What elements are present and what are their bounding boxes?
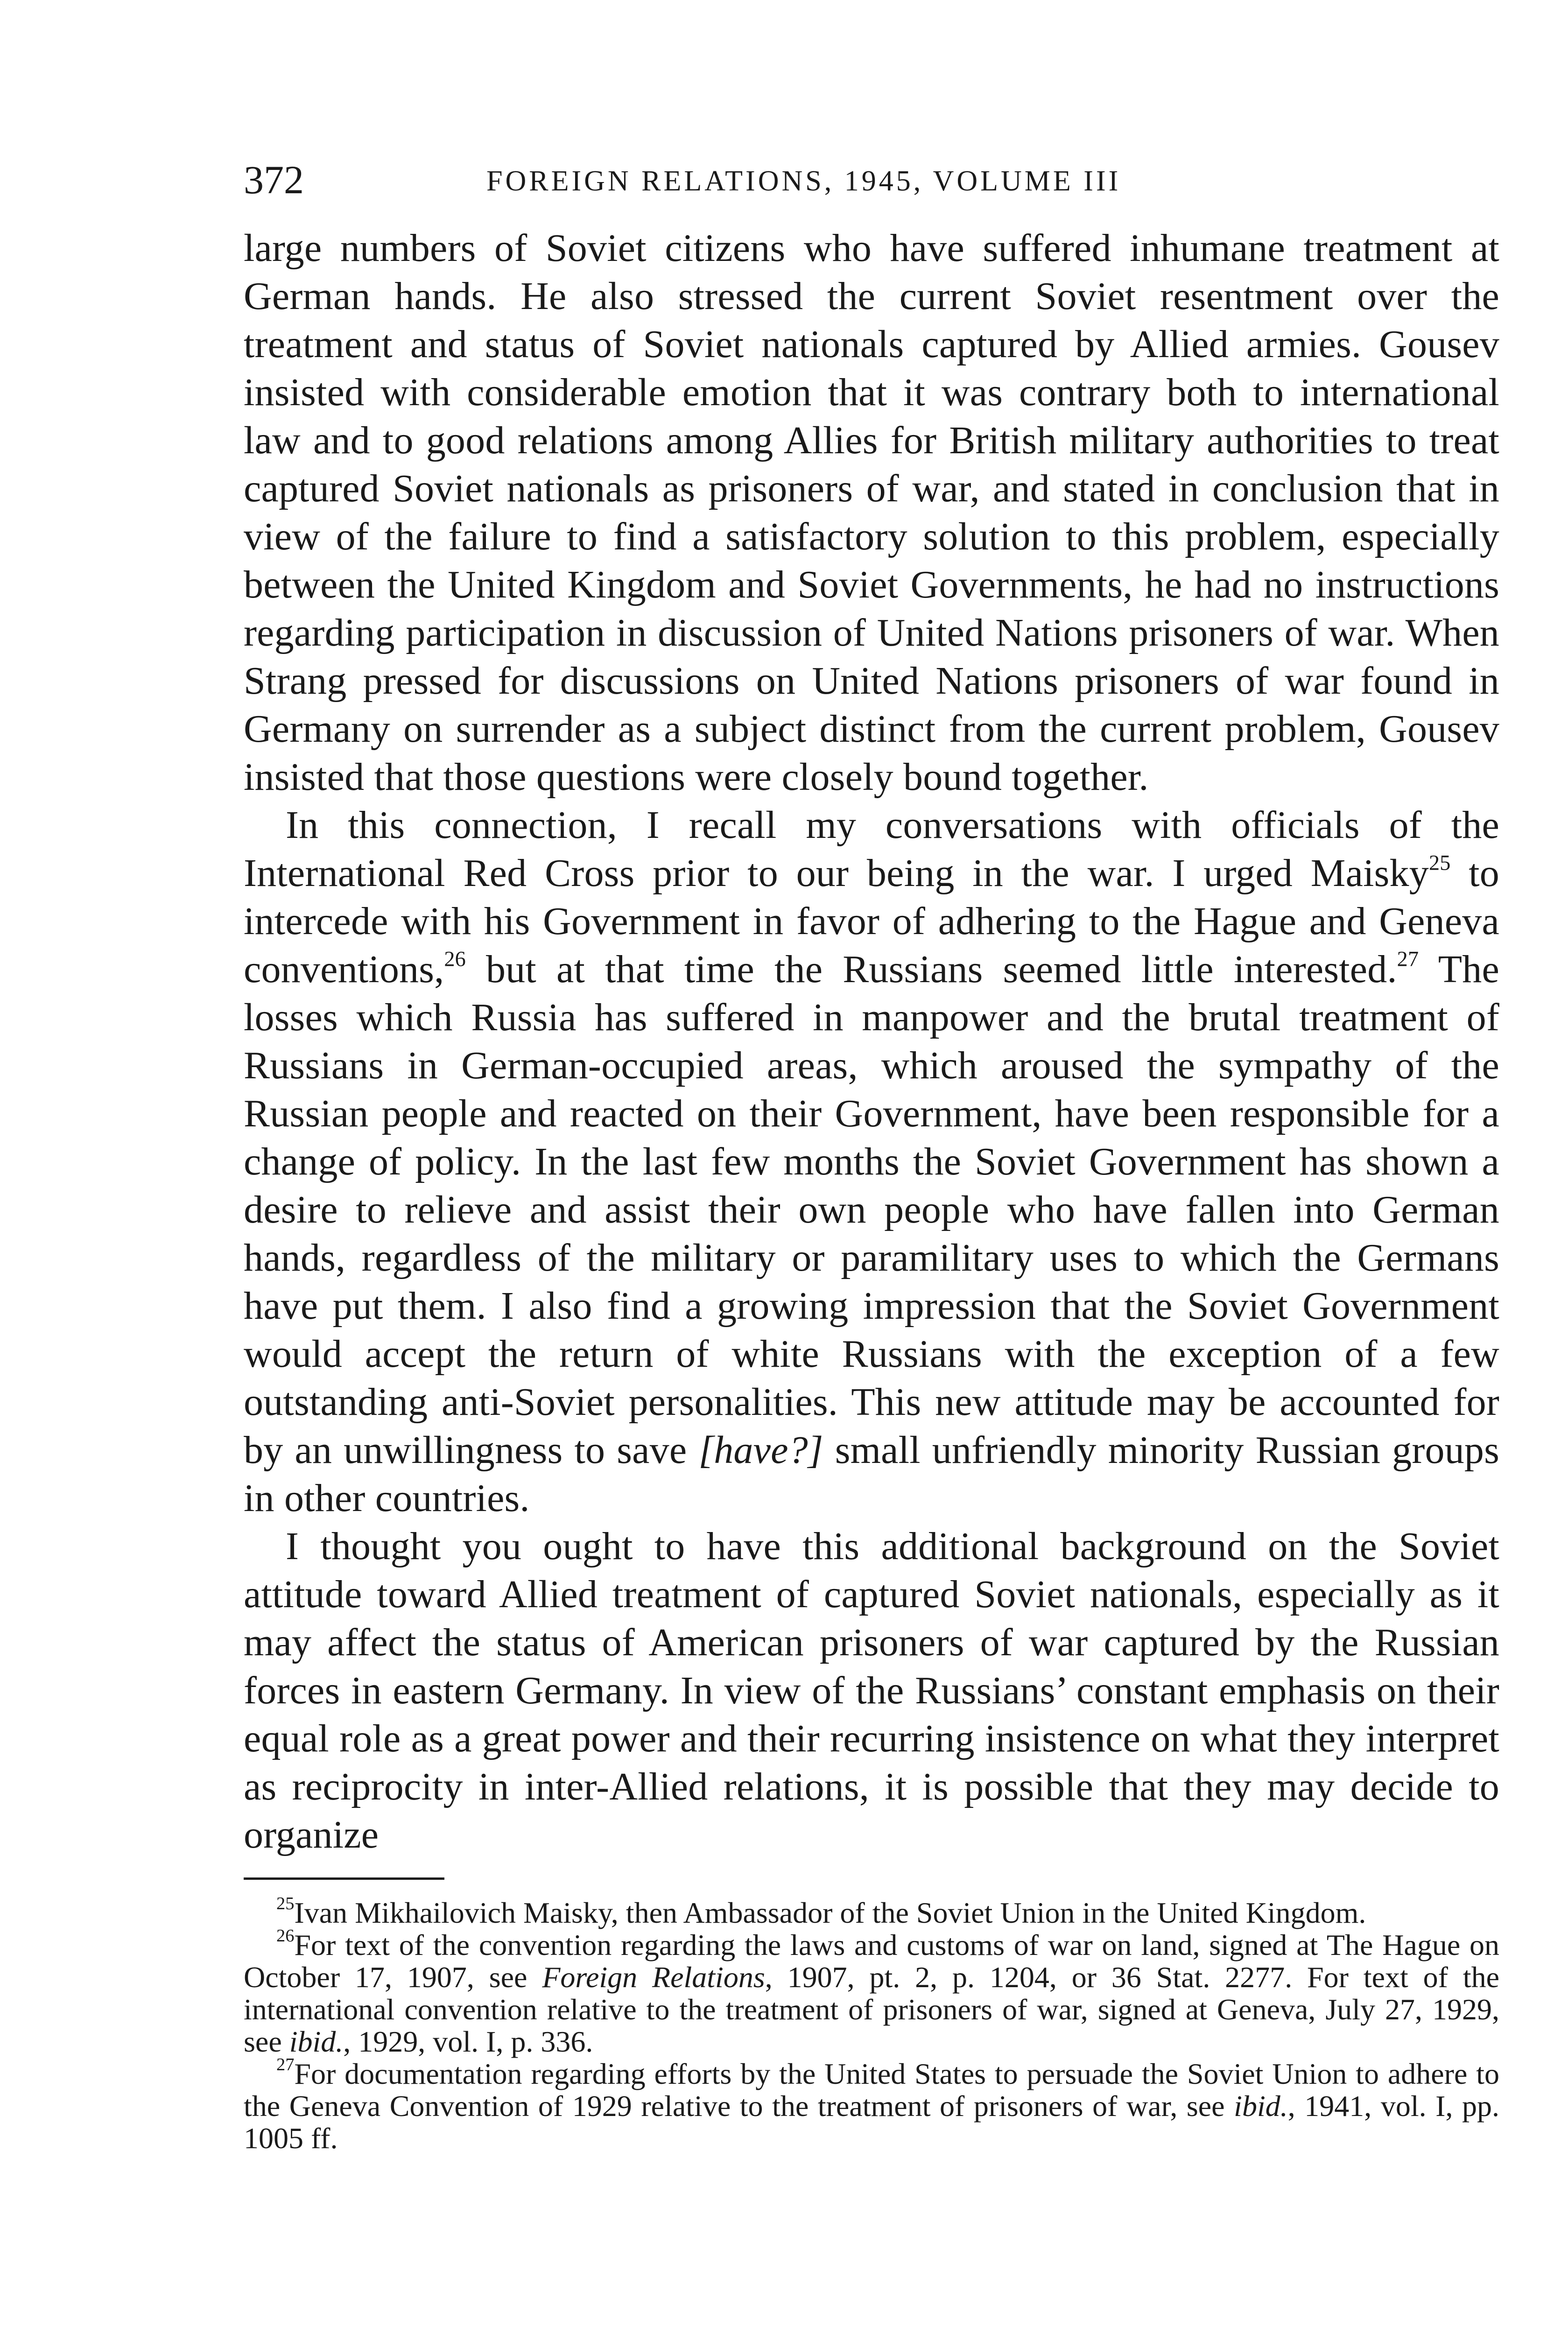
footnote-25 <box>244 1894 1499 1929</box>
page-number: 372 <box>244 157 304 202</box>
footnote-marker-26: 26 <box>276 1926 295 1946</box>
footnote-27-text-b: , 1941, vol. I, pp. 1005 ff. <box>244 2089 1500 2155</box>
footnote-divider <box>244 1877 444 1880</box>
footnote-27 <box>244 2055 1500 2155</box>
paragraph-2 <box>244 801 1499 1522</box>
footnote-25-text: Ivan Mikhailovich Maisky, then Ambassador of the Soviet Union in the United Kingdom. <box>294 1896 1366 1929</box>
footnote-marker-27: 27 <box>276 2055 295 2075</box>
footnote-26-text-b: , 1907, pt. 2, p. 1204, or 36 Stat. 2277. For text of the international convention relative to the treatment of prisoners of war, signed at Geneva, July 27, 1929, see <box>244 1961 1500 2058</box>
editorial-bracket-note: [have?] <box>698 1428 823 1472</box>
paragraph-2-text-d: The losses which Russia has suffered in manpower and the brutal treatment of Russians in German-occupied areas, which aroused the sympathy of the Russian people and reacted on their Government, have been responsible for a change of policy. In the last few months the Soviet Government has shown a desire to relieve and assist their own people who have fallen into German hands, regardless of the military or paramilitary uses to which the Germans have put them. I also find a growing impression that the Soviet Government would accept the return of white Russians with the exception of a few outstanding anti-Soviet personalities. This new attitude may be accounted for by an unwillingness to save <box>244 948 1499 1472</box>
footnote-ref-26[interactable]: 26 <box>444 947 466 971</box>
footnote-ref-25[interactable]: 25 <box>1428 851 1451 875</box>
paragraph-2-text-b: to intercede with his Government in favor of adhering to the Hague and Geneva conventions, <box>244 851 1499 991</box>
footnote-26-text-a: For text of the convention regarding the laws and customs of war on land, signed at The Hague on October 17, 1907, see <box>244 1928 1499 1994</box>
paragraph-2-text-e: small unfriendly minority Russian groups in other countries. <box>244 1428 1499 1520</box>
footnote-26-text-c: , 1929, vol. I, p. 336. <box>343 2025 593 2058</box>
footnotes <box>244 1894 1500 2155</box>
running-head <box>244 154 1499 205</box>
footnote-marker-25: 25 <box>276 1894 295 1914</box>
footnote-26-ref-ibid: ibid. <box>289 2025 344 2058</box>
body-text <box>244 224 1499 1859</box>
running-title: FOREIGN RELATIONS, 1945, VOLUME III <box>486 165 1121 197</box>
footnote-26-ref-foreign-relations: Foreign Relations <box>542 1961 765 1994</box>
footnote-ref-27[interactable]: 27 <box>1397 947 1419 971</box>
footnote-26 <box>244 1926 1500 2058</box>
footnote-27-ref-ibid: ibid. <box>1234 2089 1288 2123</box>
paragraph-2-text-c: but at that time the Russians seemed little interested. <box>465 948 1397 991</box>
paragraph-1: large numbers of Soviet citizens who have suffered inhumane treatment at German hands. He also stressed the current Soviet resentment over the treatment and status of Soviet nationals captured by Allied armies. Gousev insisted with considerable emotion that it was contrary both to international law and to good relations among Allies for British military authorities to treat captured Soviet nationals as prisoners of war, and stated in conclusion that in view of the failure to find a satisfactory solution to this problem, especially between the United Kingdom and Soviet Governments, he had no instructions regarding participation in discussion of United Nations prisoners of war. When Strang pressed for discussions on United Nations prisoners of war found in Germany on surrender as a subject distinct from the current problem, Gousev insisted that those questions were closely bound together. <box>244 226 1499 799</box>
paragraph-3: I thought you ought to have this additional background on the Soviet attitude toward Allied treatment of captured Soviet nationals, especially as it may affect the status of American prisoners of war captured by the Russian forces in eastern Germany. In view of the Russians’ constant emphasis on their equal role as a great power and their recurring insistence on what they interpret as reciprocity in inter-Allied relations, it is possible that they may decide to organize <box>244 1525 1499 1856</box>
paragraph-2-text-a: In this connection, I recall my conversations with officials of the International Red Cross prior to our being in the war. I urged Maisky <box>244 803 1499 895</box>
footnote-27-text-a: For documentation regarding efforts by the United States to persuade the Soviet Union to adhere to the Geneva Convention of 1929 relative to the treatment of prisoners of war, see <box>244 2057 1499 2123</box>
document-page <box>244 154 1499 2154</box>
